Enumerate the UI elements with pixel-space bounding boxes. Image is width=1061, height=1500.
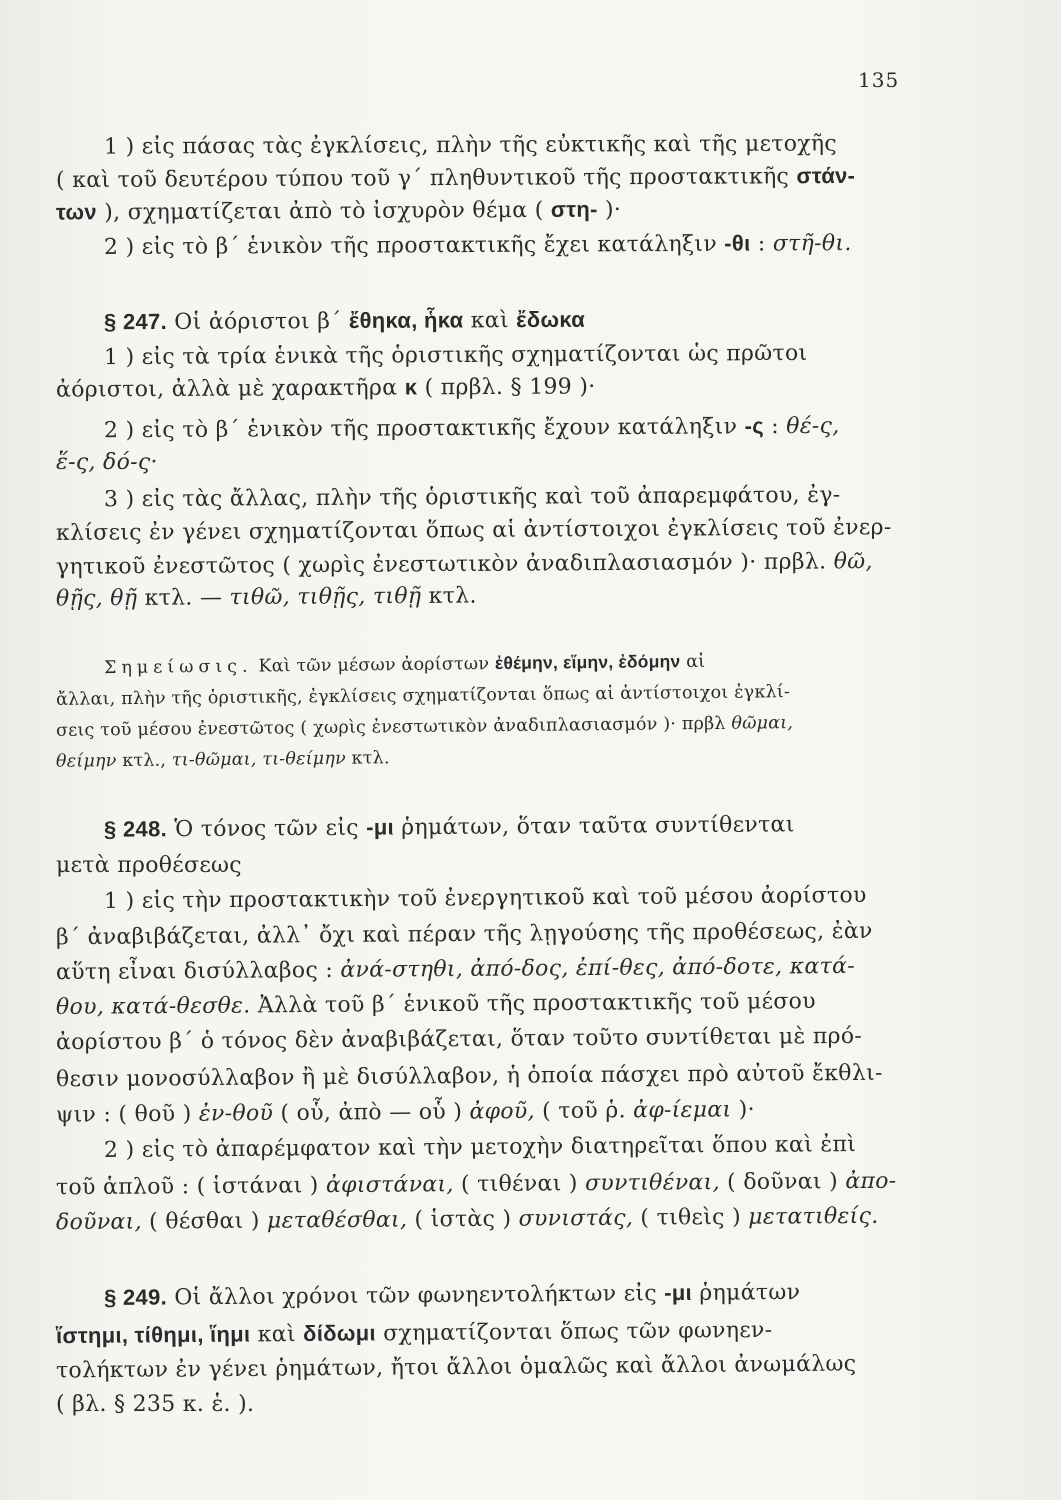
note-line: ἄλλαι, πλὴν τῆς ὁριστικῆς, ἐγκλίσεις σχηματίζονται ὅπως αἱ ἀντίστοιχοι ἐγκλί-: [55, 682, 791, 710]
text-line: θου, κατά-θεσθε. Ἀλλὰ τοῦ β΄ ἑνικοῦ τῆς προστακτικῆς τοῦ μέσου: [55, 989, 816, 1020]
text-line: κλίσεις ἐν γένει σχηματίζονται ὅπως αἱ ἀντίστοιχοι ἐγκλίσεις τοῦ ἐνερ-: [55, 515, 892, 546]
text-line: αὕτη εἶναι δισύλλαβος : ἀνά-στηθι, ἀπό-δος, ἐπί-θες, ἀπό-δοτε, κατά-: [55, 953, 856, 986]
text-line: τολήκτων ἐν γένει ῥημάτων, ἤτοι ἄλλοι ὁμαλῶς καὶ ἄλλοι ἀνωμάλως: [55, 1351, 857, 1384]
text-line: δοῦναι, ( θέσθαι ) μεταθέσθαι, ( ἱστὰς ) συνιστάς, ( τιθεὶς ) μετατιθείς.: [55, 1203, 879, 1236]
text-line: τοῦ ἁπλοῦ : ( ἱστάναι ) ἀφιστάναι, ( τιθέναι ) συντιθέναι, ( δοῦναι ) ἀπο-: [55, 1168, 897, 1201]
text-line: 2 ) εἰς τὸ β΄ ἑνικὸν τῆς προστακτικῆς ἔχουν κατάληξιν -ς : θέ-ς,: [103, 413, 840, 444]
note-line: θείμην κτλ., τι-θῶμαι, τι-θείμην κτλ.: [55, 748, 390, 772]
text-line: 3 ) εἰς τὰς ἄλλας, πλὴν τῆς ὁριστικῆς καὶ τοῦ ἀπαρεμφάτου, ἐγ-: [103, 482, 841, 513]
text-line: ( βλ. § 235 κ. ἑ. ).: [56, 1392, 255, 1417]
text-line: 2 ) εἰς τὸ ἀπαρέμφατον καὶ τὴν μετοχὴν διατηρεῖται ὅπου καὶ ἐπὶ: [103, 1132, 857, 1163]
text-line: ἀόριστοι, ἀλλὰ μὲ χαρακτῆρα κ ( πρβλ. § 199 )·: [55, 374, 596, 403]
section-heading-249: § 249. Οἱ ἄλλοι χρόνοι τῶν φωνηεντολήκτων εἰς -μι ῥημάτων: [103, 1279, 801, 1311]
text-line: 1 ) εἰς τὰ τρία ἑνικὰ τῆς ὁριστικῆς σχηματίζονται ὡς πρῶτοι: [103, 340, 808, 371]
text-line: των ), σχηματίζεται ἀπὸ τὸ ἰσχυρὸν θέμα ( στη- )·: [55, 196, 622, 226]
text-line: 1 ) εἰς πάσας τὰς ἐγκλίσεις, πλὴν τῆς εὐκτικῆς καὶ τῆς μετοχῆς: [103, 131, 838, 160]
text-line: μετὰ προθέσεως: [56, 853, 242, 878]
text-line: ψιν : ( θοῦ ) ἐν-θοῦ ( οὗ, ἀπὸ — οὗ ) ἀφοῦ, ( τοῦ ῥ. ἀφ-ίεμαι )·: [55, 1097, 756, 1128]
section-heading-247: § 247. Οἱ ἀόριστοι β΄ ἔθηκα, ἧκα καὶ ἔδωκα: [103, 306, 586, 335]
text-line: ἀορίστου β΄ ὁ τόνος δὲν ἀναβιβάζεται, ὅταν τοῦτο συντίθεται μὲ πρό-: [55, 1023, 863, 1056]
note-line: Σημείωσις. Καὶ τῶν μέσων ἀορίστων ἐθέμην, εἵμην, ἐδόμην αἱ: [103, 651, 706, 679]
text-line: θεσιν μονοσύλλαβον ἢ μὲ δισύλλαβον, ἡ ὁποία πάσχει πρὸ αὐτοῦ ἔκθλι-: [55, 1060, 883, 1093]
page-number: 135: [858, 68, 900, 92]
note-line: σεις τοῦ μέσου ἐνεστῶτος ( χωρὶς ἐνεστωτικὸν ἀναδιπλασιασμόν )· πρβλ θῶμαι,: [55, 713, 794, 741]
text-line: ἵστημι, τίθημι, ἵημι καὶ δίδωμι σχηματίζονται ὅπως τῶν φωνηεν-: [55, 1317, 773, 1349]
text-line: β΄ ἀναβιβάζεται, ἀλλ᾽ ὄχι καὶ πέραν τῆς λῃγούσης τῆς προθέσεως, ἐὰν: [55, 918, 873, 951]
text-line: ἕ-ς, δό-ς·: [56, 450, 158, 475]
text-line: ( καὶ τοῦ δευτέρου τύπου τοῦ γ΄ πληθυντικοῦ τῆς προστακτικῆς στάν-: [55, 162, 856, 194]
section-heading-248: § 248. Ὁ τόνος τῶν εἰς -μι ῥημάτων, ὅταν ταῦτα συντίθενται: [103, 812, 795, 843]
text-line: 1 ) εἰς τὴν προστακτικὴν τοῦ ἐνεργητικοῦ καὶ τοῦ μέσου ἀορίστου: [103, 883, 867, 914]
text-line: γητικοῦ ἐνεστῶτος ( χωρὶς ἐνεστωτικὸν ἀναδιπλασιασμόν )· πρβλ. θῶ,: [55, 549, 873, 580]
text-line: 2 ) εἰς τὸ β΄ ἑνικὸν τῆς προστακτικῆς ἔχει κατάληξιν -θι : στῆ-θι.: [103, 230, 852, 260]
text-line: θῇς, θῇ κτλ. — τιθῶ, τιθῇς, τιθῇ κτλ.: [55, 583, 477, 612]
